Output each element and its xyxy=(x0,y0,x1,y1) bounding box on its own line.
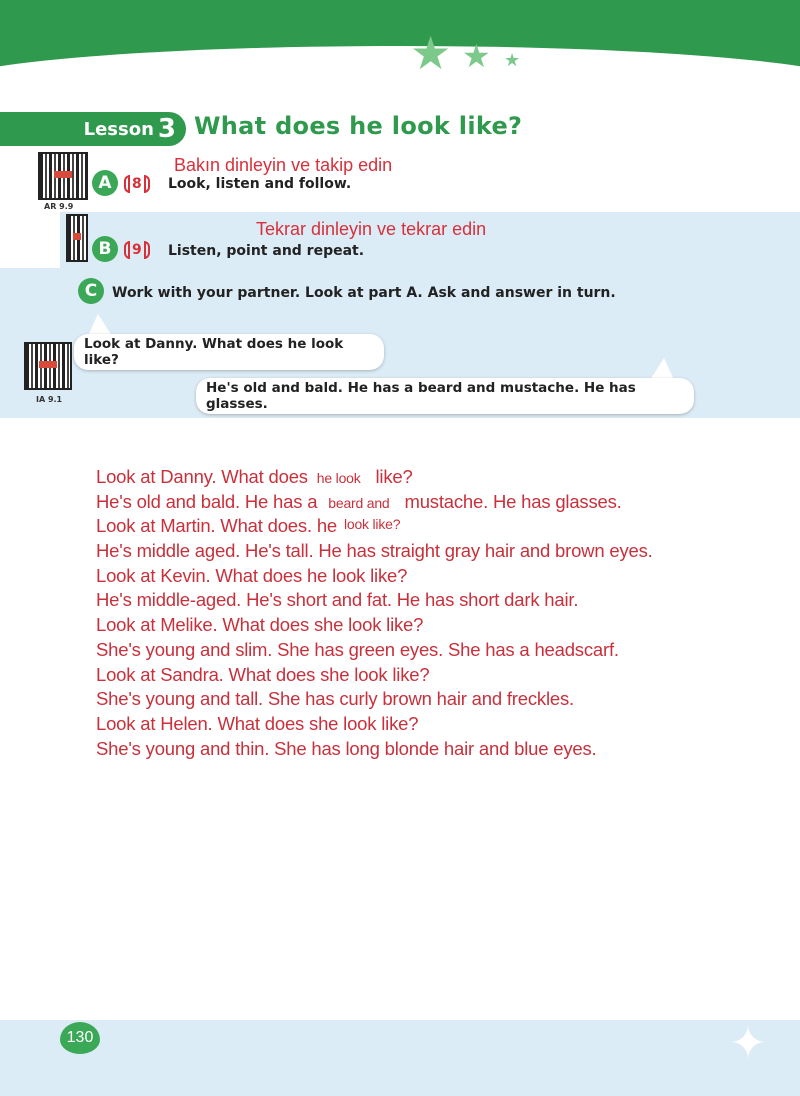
star-icon: ★ xyxy=(504,50,521,71)
lesson-title: What does he look like? xyxy=(194,112,523,140)
text-line: Look at Melike. What does she look like? xyxy=(96,614,424,636)
activity-c-instruction: Work with your partner. Look at part A. Ask and answer in turn. xyxy=(112,285,616,301)
activity-a-instruction: Look, listen and follow. xyxy=(168,176,352,192)
text-line: She's young and slim. She has green eyes. She has a headscarf. xyxy=(96,638,619,660)
text-line xyxy=(96,515,736,540)
text-segment: Look at Danny. What does xyxy=(96,466,308,487)
track-number-b: 9 xyxy=(132,242,142,258)
text-line: She's young and thin. She has long blonde hair and blue eyes. xyxy=(96,737,597,759)
activity-a-translation: Bakın dinleyin ve takip edin xyxy=(174,155,393,175)
text-line xyxy=(96,491,736,516)
track-number-a: 8 xyxy=(132,176,142,192)
text-segment: he look xyxy=(316,470,361,486)
lesson-badge xyxy=(0,112,186,146)
headphone-icon[interactable] xyxy=(124,238,164,262)
text-line: He's middle aged. He's tall. He has straight gray hair and brown eyes. xyxy=(96,540,653,562)
bubble-tail xyxy=(650,358,674,380)
answer-lines xyxy=(96,466,736,762)
lesson-word: Lesson xyxy=(83,118,154,140)
qr-code-icon[interactable] xyxy=(38,152,88,200)
speech-bubble-question: Look at Danny. What does he look like? xyxy=(74,334,384,370)
qr-label-c: IA 9.1 xyxy=(36,395,63,404)
text-segment: like? xyxy=(375,466,413,487)
banner-white-curve xyxy=(0,46,800,100)
qr-label-a: AR 9.9 xyxy=(44,202,74,211)
text-segment: Look at Martin. What does. he xyxy=(96,515,337,537)
text-line: She's young and tall. She has curly brown hair and freckles. xyxy=(96,688,574,710)
text-line: He's middle-aged. He's short and fat. He has short dark hair. xyxy=(96,589,579,611)
activity-b-translation: Tekrar dinleyin ve tekrar edin xyxy=(256,219,487,239)
text-line: Look at Sandra. What does she look like? xyxy=(96,663,430,685)
activity-a-badge: A xyxy=(92,170,118,196)
bottom-band xyxy=(0,1020,800,1096)
qr-code-icon[interactable] xyxy=(24,342,72,390)
star-icon: ★ xyxy=(462,37,491,75)
text-line xyxy=(96,466,736,491)
text-segment: mustache. He has glasses. xyxy=(404,490,622,512)
text-segment: beard and xyxy=(328,494,390,511)
page-number: 130 xyxy=(60,1022,100,1054)
headphone-icon[interactable] xyxy=(124,172,164,196)
sparkle-icon: ✦ xyxy=(729,1018,767,1069)
text-line: Look at Helen. What does she look like? xyxy=(96,712,419,734)
activity-b-instruction: Listen, point and repeat. xyxy=(168,243,365,259)
bubble-tail xyxy=(88,314,112,336)
activity-c-badge: C xyxy=(78,278,104,304)
qr-code-icon[interactable] xyxy=(66,214,88,262)
speech-bubble-answer: He's old and bald. He has a beard and mustache. He has glasses. xyxy=(196,378,694,414)
text-line: Look at Kevin. What does he look like? xyxy=(96,564,408,586)
lesson-number: 3 xyxy=(157,114,176,144)
top-banner xyxy=(0,0,800,100)
text-segment: He's old and bald. He has a xyxy=(96,490,318,512)
text-segment: look like? xyxy=(343,516,401,533)
activity-b-badge: B xyxy=(92,236,118,262)
star-icon: ★ xyxy=(410,26,452,80)
